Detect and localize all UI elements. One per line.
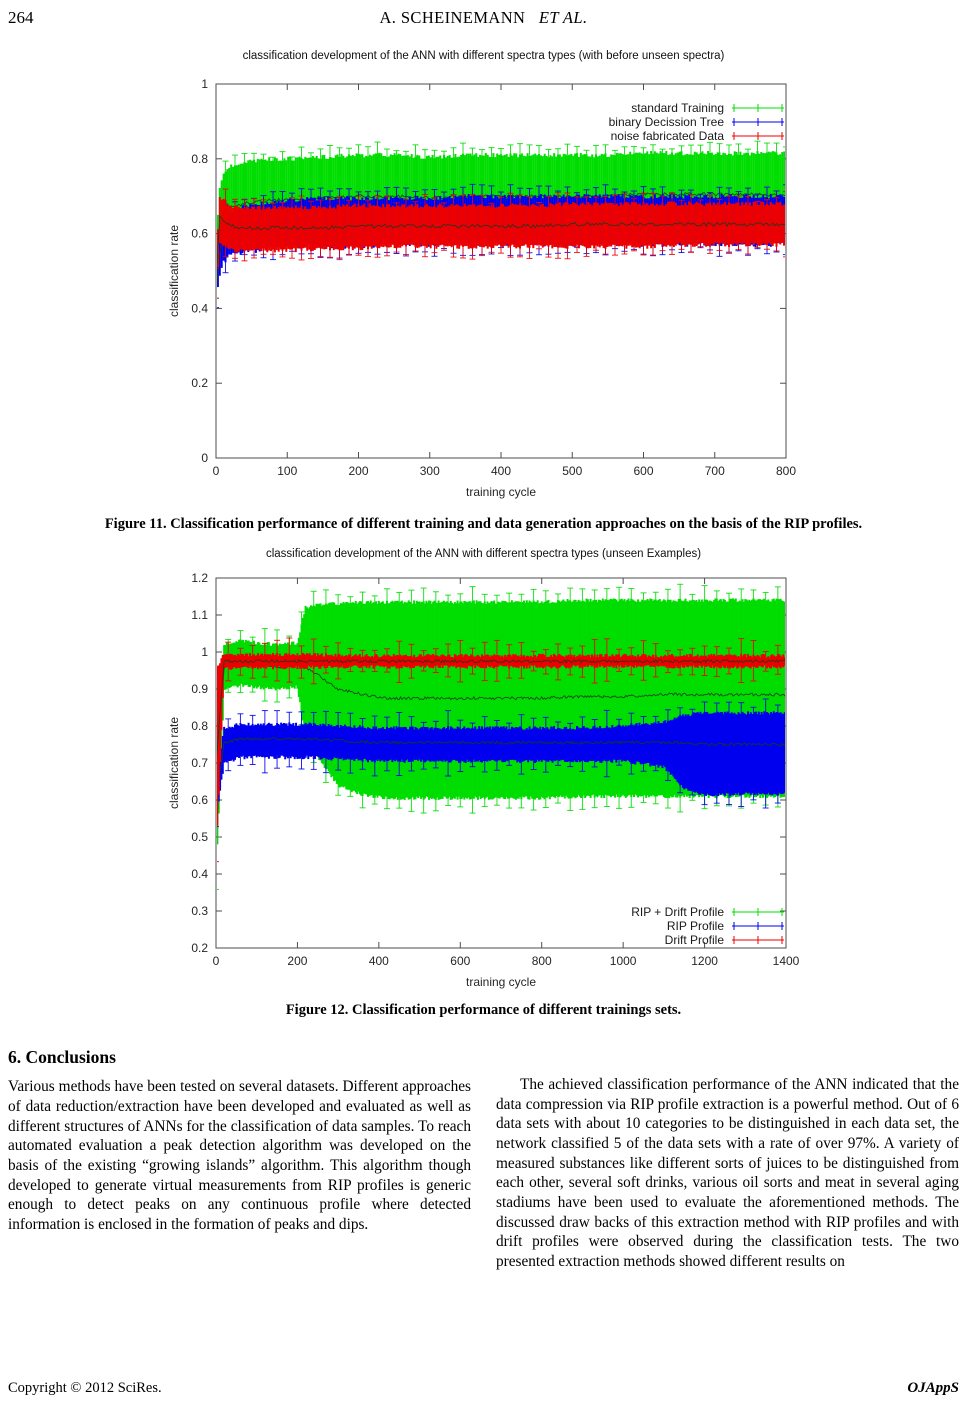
figure-11-plot	[164, 62, 804, 502]
svg-text:0: 0	[200, 451, 208, 465]
svg-text:0.6: 0.6	[190, 793, 208, 807]
svg-text:0.9: 0.9	[190, 682, 208, 696]
figure-12-chart-title: classification development of the ANN with different spectra types (unseen Examples)	[265, 548, 702, 560]
page-footer	[0, 1380, 967, 1400]
section-heading-conclusions: 6. Conclusions	[8, 1047, 116, 1067]
svg-text:0.5: 0.5	[190, 830, 208, 844]
right-column	[496, 1075, 959, 1272]
svg-text:1000: 1000	[609, 954, 636, 968]
figure-12-plot	[164, 560, 804, 992]
running-head-etal: ET AL.	[538, 8, 588, 27]
svg-text:400: 400	[490, 464, 511, 478]
svg-text:classification rate: classification rate	[166, 224, 181, 318]
svg-text:1.2: 1.2	[190, 571, 208, 585]
svg-text:800: 800	[531, 954, 552, 968]
svg-text:noise fabricated Data: noise fabricated Data	[610, 129, 724, 143]
svg-text:100: 100	[276, 464, 297, 478]
svg-text:0.3: 0.3	[190, 904, 208, 918]
journal-abbrev: OJAppS	[907, 1380, 959, 1396]
svg-text:1.1: 1.1	[190, 608, 208, 622]
svg-text:RIP + Drift Profile: RIP + Drift Profile	[630, 905, 724, 919]
svg-text:600: 600	[632, 464, 654, 478]
running-head-authors: A. SCHEINEMANN	[379, 8, 526, 27]
svg-text:0.4: 0.4	[190, 301, 208, 316]
figure-12	[0, 548, 967, 1019]
svg-text:0: 0	[212, 954, 219, 968]
svg-text:700: 700	[704, 464, 725, 478]
svg-text:0.4: 0.4	[190, 867, 208, 881]
svg-text:800: 800	[775, 464, 796, 478]
svg-text:300: 300	[419, 464, 440, 478]
svg-text:0.7: 0.7	[190, 756, 208, 770]
svg-text:0: 0	[212, 464, 219, 478]
svg-text:1200: 1200	[690, 954, 718, 968]
figure-12-caption: Figure 12. Classification performance of different trainings sets.	[285, 1002, 682, 1018]
conclusions-right-paragraph: The achieved classification performance of the ANN indicated that the data compression via RIP profile extraction is a powerful method. Out of 6 data sets with about 10 categories to be distinguished in each data set, the network classified 5 of the data sets with a rate of over 97%. A variety of measured substances like different sorts of juices to be distinguished from each other, several soft drinks, various oil sorts and meat in several aging stadiums have been used to evaluate the aforementioned methods. The discussed draw backs of this extraction method with RIP profiles and with drift profiles were observed during the classification tests. The two presented extraction methods showed different results on	[496, 1076, 959, 1270]
svg-text:training cycle: training cycle	[465, 485, 536, 499]
svg-text:0.8: 0.8	[190, 719, 208, 733]
svg-text:1400: 1400	[772, 954, 799, 968]
svg-text:600: 600	[449, 954, 470, 968]
page-number: 264	[8, 8, 34, 27]
svg-text:1: 1	[200, 645, 208, 659]
svg-text:RIP Profile: RIP Profile	[666, 919, 724, 933]
copyright-text: Copyright © 2012 SciRes.	[8, 1380, 162, 1396]
svg-text:Drift Profile: Drift Profile	[664, 933, 724, 947]
svg-text:binary Decission Tree: binary Decission Tree	[608, 115, 724, 129]
svg-text:0.2: 0.2	[190, 376, 208, 391]
figure-12-svg	[164, 560, 804, 992]
figure-11-caption: Figure 11. Classification performance of different training and data generation approaches on the basis of the RIP profiles.	[104, 516, 863, 532]
conclusions-left-paragraph: Various methods have been tested on several datasets. Different approaches of data reduction/extraction have been developed and evaluated as well as different structures of ANNs for the classification of data samples. To reach automated evaluation a peak detection algorithm was developed on the basis of the existing “growing islands” algorithm. This algorithm though developed to generate virtual measurements from RIP profiles is generic enough to detect peaks on any continuous profile where detected information is enclosed in the formation of peaks and dips.	[8, 1078, 471, 1234]
svg-text:0.2: 0.2	[190, 941, 208, 955]
svg-text:200: 200	[286, 954, 307, 968]
figure-11-chart-title: classification development of the ANN with different spectra types (with before unseen spectra)	[242, 50, 725, 62]
svg-text:standard Training: standard Training	[630, 101, 724, 115]
svg-text:0.6: 0.6	[190, 226, 208, 241]
running-head-title	[0, 8, 967, 28]
running-head	[0, 8, 967, 30]
figure-11-svg	[164, 62, 804, 502]
svg-text:500: 500	[561, 464, 582, 478]
svg-text:400: 400	[368, 954, 389, 968]
svg-text:0.8: 0.8	[190, 151, 208, 166]
svg-text:training cycle: training cycle	[465, 975, 536, 989]
figure-11	[0, 50, 967, 533]
left-column	[8, 1046, 471, 1235]
svg-text:200: 200	[347, 464, 369, 478]
svg-text:1: 1	[200, 77, 208, 91]
svg-text:classification rate: classification rate	[166, 716, 181, 810]
